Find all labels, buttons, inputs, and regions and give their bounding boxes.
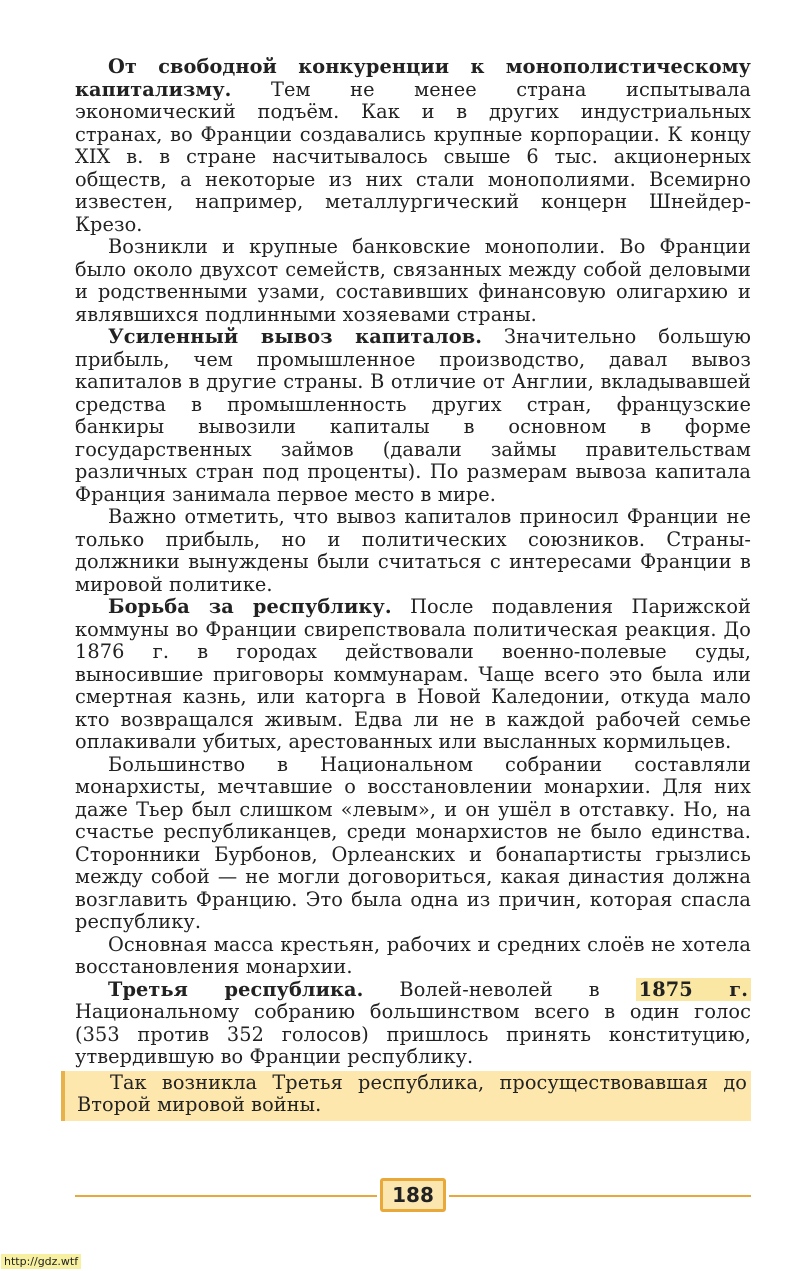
- paragraph-text: Национальному собранию большинством всего в один голос (353 против 352 голосов) пришлось принять конституцию, утвердившую во Франции республику.: [75, 1000, 751, 1068]
- highlighted-year: 1875 г.: [636, 978, 751, 1001]
- paragraph-text: Большинство в Национальном собрании составляли монархисты, мечтавшие о восстановлении монархии. Для них даже Тьер был слишком «левым», и он ушёл в отставку. Но, на счастье республиканцев, среди монархистов не было единства. Сторонники Бурбонов, Орлеанских и бонапартисты грызлись между собой — не могли договориться, какая династия должна возглавить Францию. Это была одна из причин, которая спасла республику.: [75, 752, 751, 933]
- paragraph-banks: [75, 236, 751, 326]
- paragraph-text: Волей-неволей в: [363, 977, 636, 1001]
- section-heading-monopoly: От свободной конкуренции к монополистическому капитализму.: [75, 55, 751, 101]
- section-heading-third-republic: Третья республика.: [108, 977, 364, 1001]
- page-body: [75, 56, 751, 1121]
- watermark-link[interactable]: http://gdz.wtf: [1, 1254, 81, 1269]
- paragraph-text: Возникли и крупные банковские монополии. Во Франции было около двухсот семейств, связанных между собой деловыми и родственными узами, составивших финансовую олигархию и являвшихся подлинными хозяевами страны.: [75, 235, 751, 326]
- paragraph-third-republic: [75, 979, 751, 1069]
- paragraph-text: Основная масса крестьян, рабочих и средних слоёв не хотела восстановления монархии.: [75, 932, 751, 978]
- paragraph-peasants: [75, 934, 751, 979]
- paragraph-text: Значительно большую прибыль, чем промышленное производство, давал вывоз капиталов в другие страны. В отличие от Англии, вкладывавшей средства в промышленность других стран, французские банкиры вывозили капиталы в основном в форме государственных займов (давали займы правительствам различных стран под проценты). По размерам вывоза капитала Франция занимала первое место в мире.: [75, 325, 751, 506]
- page-number: 188: [380, 1178, 446, 1212]
- footer-rule-right: [449, 1195, 751, 1197]
- paragraph-text: После подавления Парижской коммуны во Франции свирепствовала политическая реакция. До 1876 г. в городах действовали военно-полевые суды, выносившие приговоры коммунарам. Чаще всего это была или смертная казнь, или каторга в Новой Каледонии, откуда мало кто возвращался живым. Едва ли не в каждой рабочей семье оплакивали убитых, арестованных или высланных кормильцев.: [75, 595, 751, 753]
- paragraph-republic-struggle: [75, 596, 751, 754]
- paragraph-text: Тем не менее страна испытывала экономический подъём. Как и в других индустриальных странах, во Франции создавались крупные корпорации. К концу XIX в. в стране насчитывалось свыше 6 тыс. акционерных обществ, а некоторые из них стали монополиями. Всемирно известен, например, металлургический концерн Шнейдер-Крезо.: [75, 77, 751, 236]
- section-heading-republic-struggle: Борьба за республику.: [108, 595, 392, 618]
- paragraph-monarchists: [75, 754, 751, 934]
- section-heading-capital-export: Усиленный вывоз капиталов.: [108, 325, 483, 348]
- paragraph-text: Важно отметить, что вывоз капиталов приносил Франции не только прибыль, но и политических союзников. Страны-должники вынуждены были считаться с интересами Франции в мировой политике.: [75, 505, 751, 596]
- page-footer: [75, 1176, 751, 1216]
- footer-rule-left: [75, 1195, 377, 1197]
- paragraph-monopoly: [75, 56, 751, 236]
- callout-text: Так возникла Третья республика, просуществовавшая до Второй мировой войны.: [77, 1070, 747, 1116]
- paragraph-capital-export: [75, 326, 751, 506]
- conclusion-callout: [61, 1071, 751, 1121]
- paragraph-allies: [75, 506, 751, 596]
